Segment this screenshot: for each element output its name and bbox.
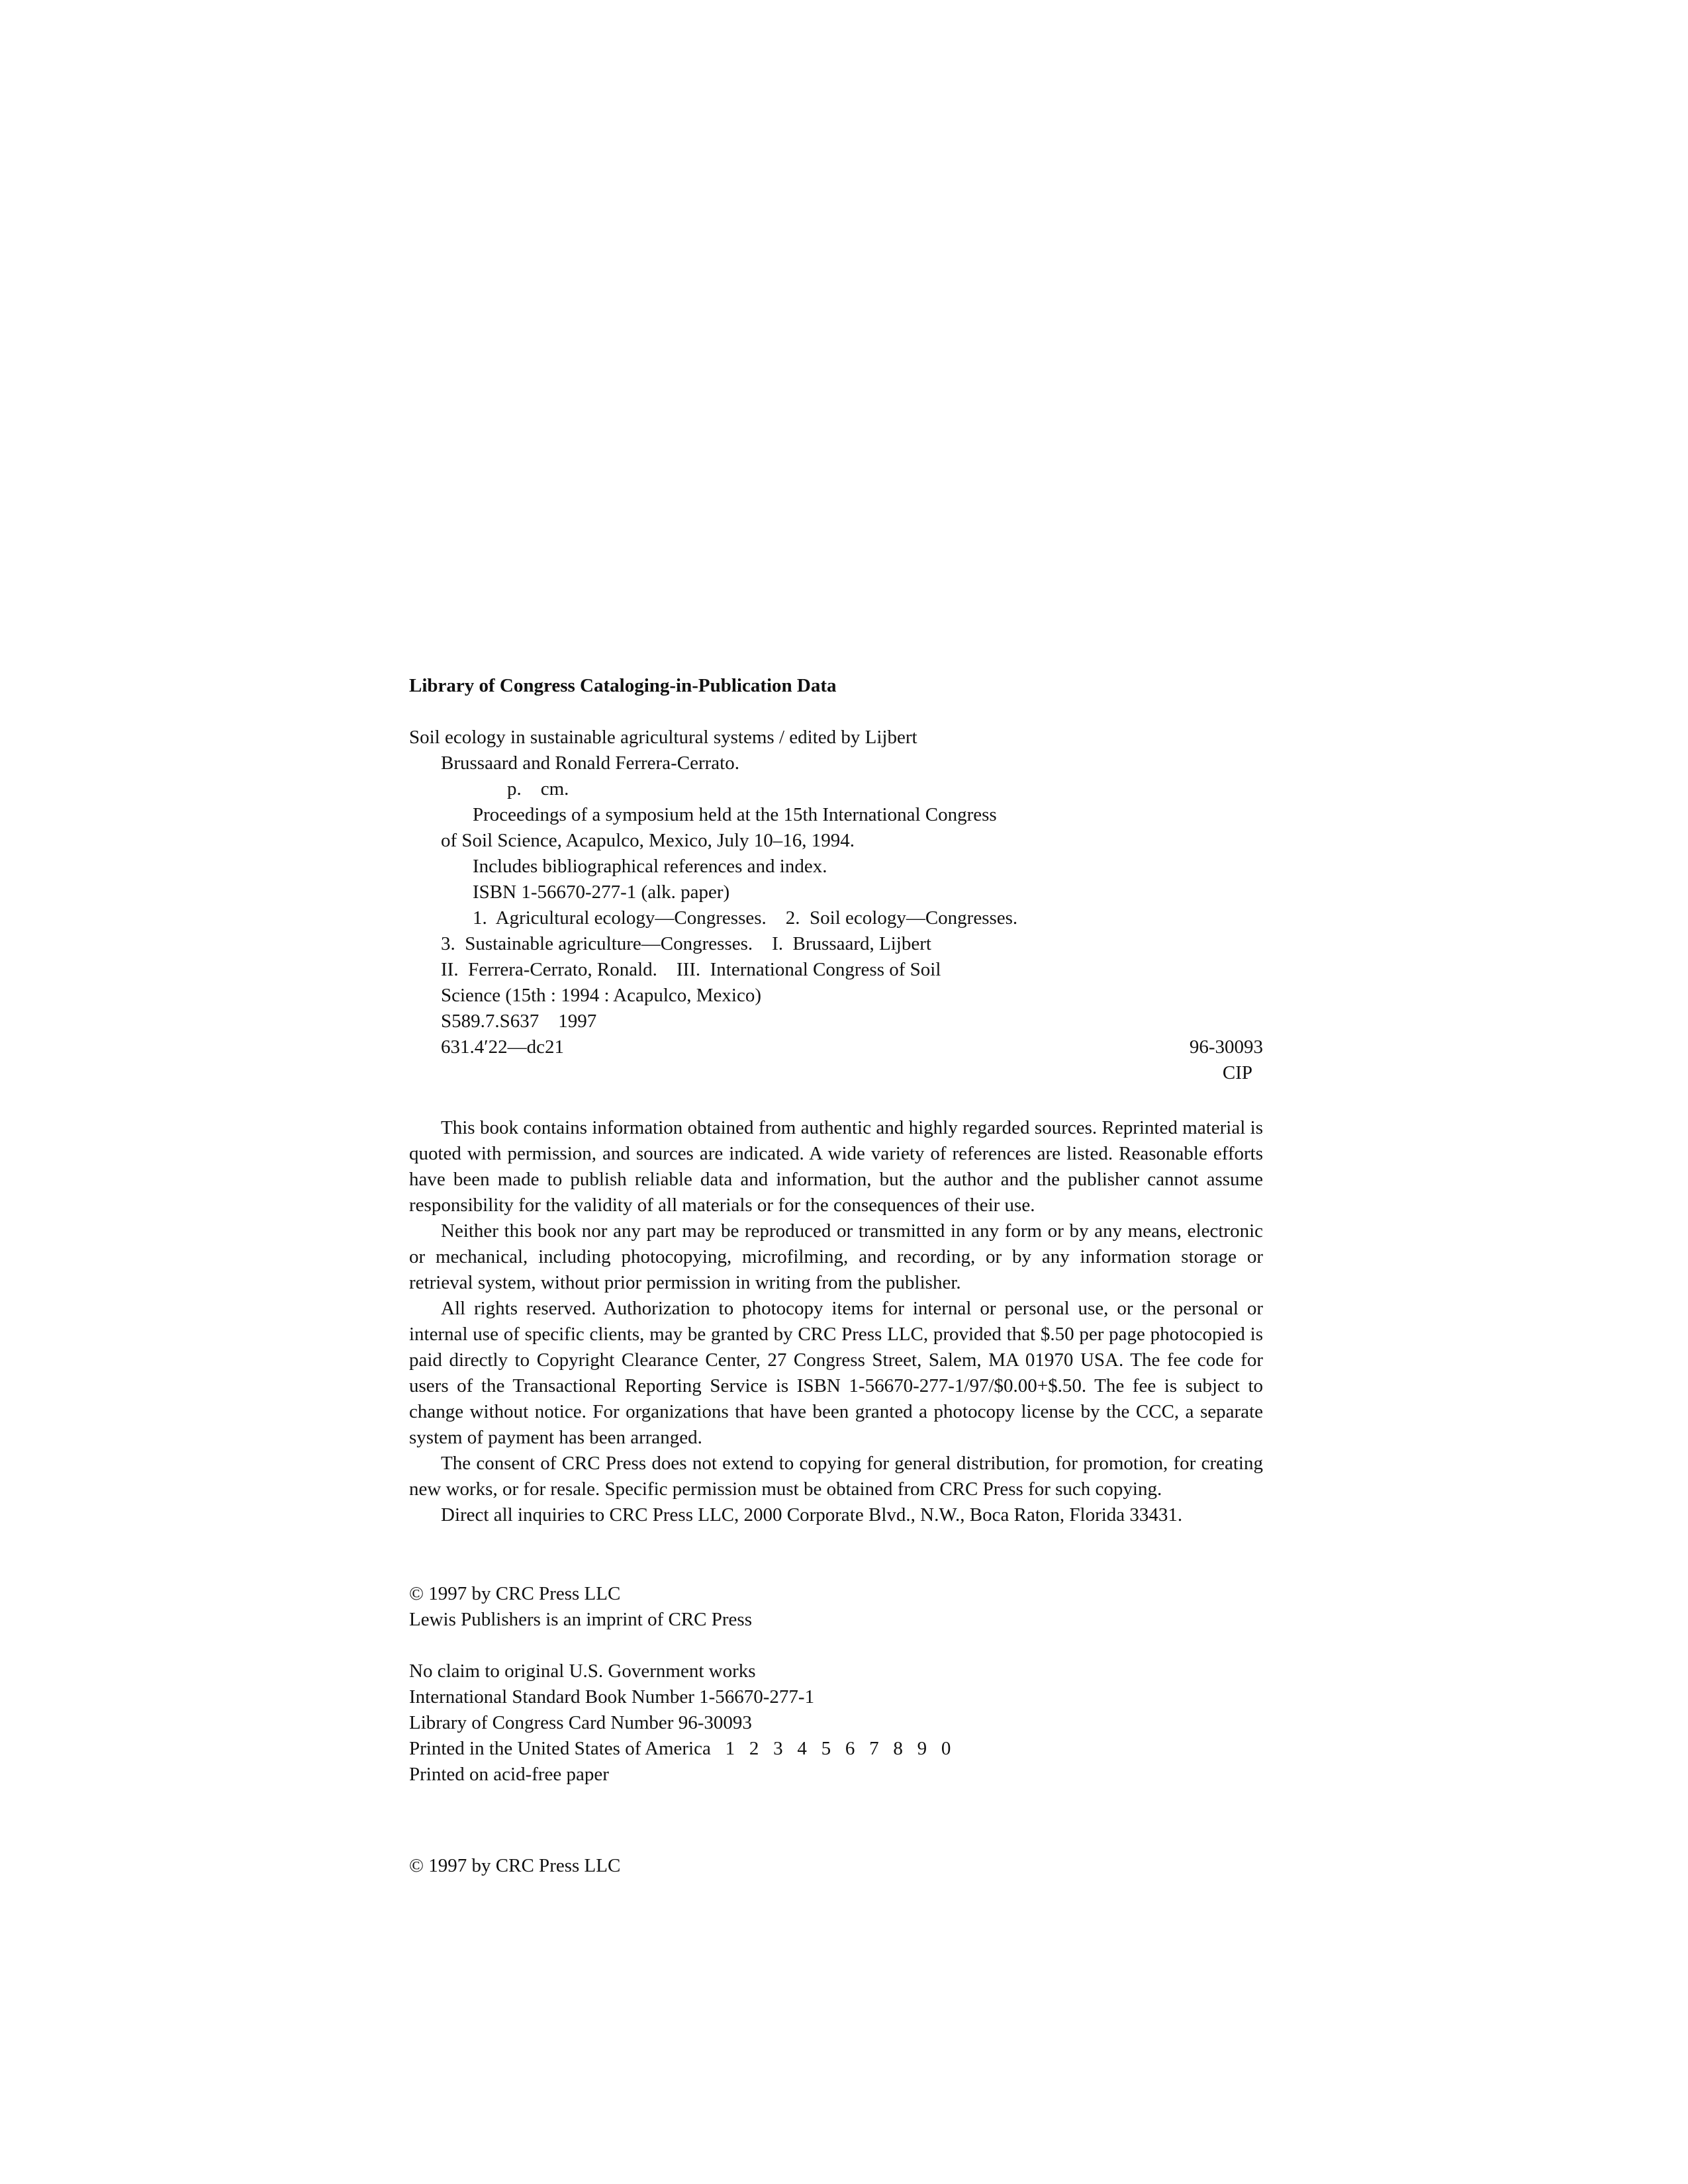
notice-paragraph: All rights reserved. Authorization to photocopy items for internal or personal use, or the personal or internal use of specific clients, may be granted by CRC Press LLC, provided that $.50 per page photocopied is paid directly to Copyright Clearance Center, 27 Congress Street, Salem, MA 01970 USA. The fee code for users of the Transactional Reporting Service is ISBN 1-56670-277-1/97/$0.00+$.50. The fee is subject to change without notice. For organizations that have been granted a photocopy license by the CCC, a separate system of payment has been arranged. — [409, 1298, 1263, 1448]
lccn-line: Library of Congress Card Number 96-30093 — [409, 1712, 752, 1733]
lccn-number: 96-30093 — [1189, 1036, 1263, 1058]
page-footer — [409, 1853, 1263, 1879]
cip-label: CIP — [1222, 1062, 1252, 1083]
cip-line: Brussaard and Ronald Ferrera-Cerrato. — [441, 752, 739, 774]
notice-paragraph: Direct all inquiries to CRC Press LLC, 2000 Corporate Blvd., N.W., Boca Raton, Florida 33431. — [441, 1504, 1183, 1525]
copyright-block — [409, 1581, 1263, 1633]
cip-line: of Soil Science, Acapulco, Mexico, July 10–16, 1994. — [441, 830, 855, 851]
publication-info-block — [409, 1659, 1263, 1788]
isbn-line: International Standard Book Number 1-56670-277-1 — [409, 1686, 815, 1707]
cip-line: Proceedings of a symposium held at the 15th International Congress — [473, 804, 997, 825]
cip-label-row — [409, 1060, 1263, 1086]
printing-line: Printed in the United States of America 1 2 3 4 5 6 7 8 9 0 — [409, 1738, 951, 1759]
cip-line: 631.4′22—dc21 — [441, 1036, 564, 1058]
notice-block — [409, 1115, 1263, 1528]
paper-line: Printed on acid-free paper — [409, 1764, 609, 1785]
cip-line: 3. Sustainable agriculture—Congresses. I. Brussaard, Lijbert — [441, 933, 931, 954]
cip-line: 1. Agricultural ecology—Congresses. 2. Soil ecology—Congresses. — [473, 907, 1018, 929]
cip-line: II. Ferrera-Cerrato, Ronald. III. International Congress of Soil — [441, 959, 941, 980]
cip-line: Science (15th : 1994 : Acapulco, Mexico) — [441, 985, 762, 1006]
cip-line: ISBN 1-56670-277-1 (alk. paper) — [473, 882, 730, 903]
cip-line: S589.7.S637 1997 — [441, 1011, 597, 1032]
notice-paragraph: Neither this book nor any part may be reproduced or transmitted in any form or by any means, electronic or mechanical, including photocopying, microfilming, and recording, or by any information storage or retrieval system, without prior permission in writing from the publisher. — [409, 1220, 1263, 1293]
notice-paragraph: The consent of CRC Press does not extend to copying for general distribution, for promotion, for creating new works, or for resale. Specific permission must be obtained from CRC Press for such copying. — [409, 1453, 1263, 1500]
footer-copyright: © 1997 by CRC Press LLC — [409, 1855, 621, 1876]
pub-info-line: No claim to original U.S. Government works — [409, 1661, 756, 1682]
cip-line: Includes bibliographical references and index. — [473, 856, 827, 877]
cip-data-block — [409, 673, 1263, 1086]
copyright-line: © 1997 by CRC Press LLC — [409, 1583, 621, 1604]
cip-heading: Library of Congress Cataloging-in-Publication Data — [409, 675, 837, 696]
imprint-line: Lewis Publishers is an imprint of CRC Press — [409, 1609, 752, 1630]
notice-paragraph: This book contains information obtained from authentic and highly regarded sources. Reprinted material is quoted with permission, and sources are indicated. A wide variety of references are listed. Reasonable efforts have been made to publish reliable data and information, but the author and the publisher cannot assume responsibility for the validity of all materials or for the consequences of their use. — [409, 1117, 1263, 1216]
cip-classification-row — [409, 1034, 1263, 1060]
cip-line: Soil ecology in sustainable agricultural systems / edited by Lijbert — [409, 727, 917, 748]
cip-line: p. cm. — [507, 778, 569, 799]
